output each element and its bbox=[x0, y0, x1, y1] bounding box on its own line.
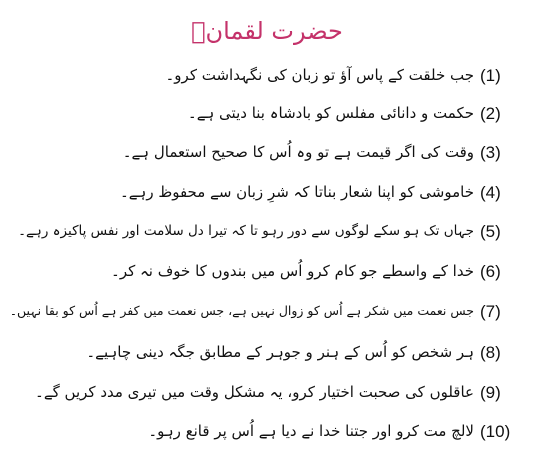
list-item bbox=[0, 296, 534, 328]
list-item bbox=[0, 416, 534, 448]
list-item bbox=[0, 216, 534, 248]
item-number: (4) bbox=[480, 183, 501, 202]
list-item bbox=[0, 137, 534, 169]
item-text: وقت کی اگر قیمت ہے تو وہ اُس کا صحیح استعمال ہے۔ bbox=[122, 143, 474, 161]
list-item bbox=[0, 377, 534, 409]
item-text: خدا کے واسطے جو کام کرو اُس میں بندوں کا خوف نہ کر۔ bbox=[111, 262, 474, 280]
item-number: (5) bbox=[480, 222, 501, 241]
item-number: (10) bbox=[480, 422, 511, 441]
item-number: (9) bbox=[480, 383, 501, 402]
item-text: ہر شخص کو اُس کے ہنر و جوہر کے مطابق جگہ دینی چاہیے۔ bbox=[86, 343, 474, 361]
list-item bbox=[0, 177, 534, 209]
list-item bbox=[0, 256, 534, 288]
page-title: حضرت لقمانؑ bbox=[191, 17, 343, 45]
item-text: حکمت و دانائی مفلس کو بادشاہ بنا دیتی ہے۔ bbox=[187, 104, 474, 122]
list-item bbox=[0, 98, 534, 130]
list-item bbox=[0, 337, 534, 369]
item-number: (6) bbox=[480, 262, 501, 281]
item-number: (2) bbox=[480, 104, 501, 123]
item-number: (8) bbox=[480, 343, 501, 362]
item-text: جب خلقت کے پاس آؤ تو زبان کی نگہداشت کرو۔ bbox=[165, 66, 474, 84]
item-text: لالچ مت کرو اور جتنا خدا نے دیا ہے اُس پر قانع رہو۔ bbox=[148, 422, 474, 440]
item-text: جس نعمت میں شکر ہے اُس کو زوال نہیں ہے، جس نعمت میں کفر ہے اُس کو بقا نہیں۔ bbox=[9, 303, 474, 318]
item-number: (7) bbox=[480, 302, 501, 321]
item-number: (3) bbox=[480, 143, 501, 162]
item-number: (1) bbox=[480, 66, 501, 85]
item-text: جہاں تک ہو سکے لوگوں سے دور رہو تا کہ تیرا دل سلامت اور نفس پاکیزہ رہے۔ bbox=[18, 223, 474, 239]
list-item bbox=[0, 60, 534, 92]
item-text: عاقلوں کی صحبت اختیار کرو، یہ مشکل وقت میں تیری مدد کریں گے۔ bbox=[35, 383, 474, 401]
item-text: خاموشی کو اپنا شعار بناتا کہ شرِ زبان سے محفوظ رہے۔ bbox=[119, 183, 474, 201]
